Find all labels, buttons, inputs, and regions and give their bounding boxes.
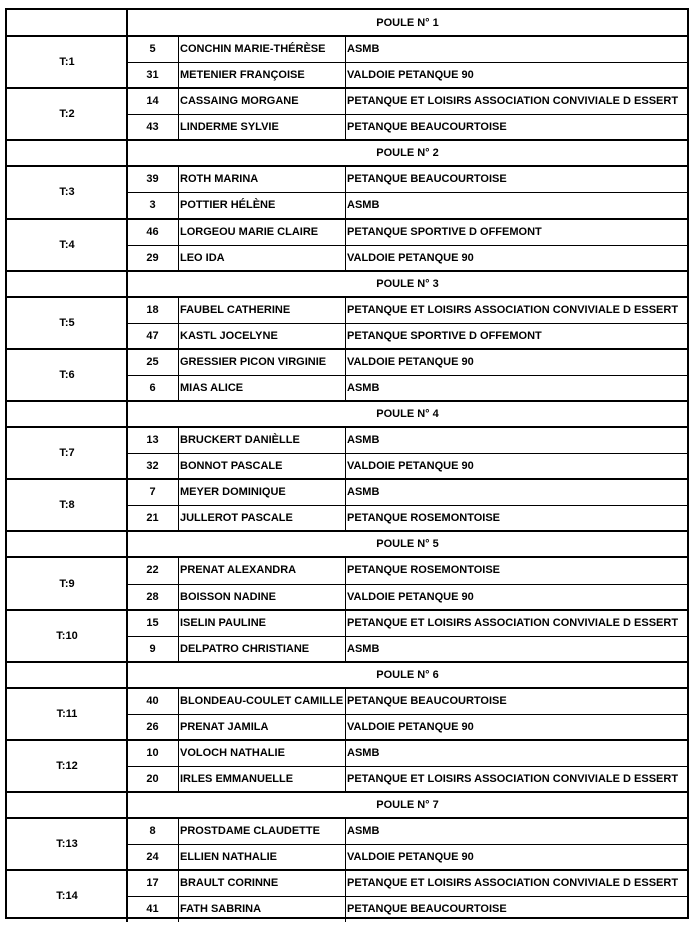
player-name: GRESSIER PICON VIRGINIE [180, 355, 327, 368]
poule-divider [7, 400, 687, 402]
player-club: ASMB [347, 43, 380, 56]
player-name: PRENAT JAMILA [180, 720, 269, 733]
player-number: 39 [146, 173, 159, 186]
player-number: 7 [149, 486, 156, 499]
player-number: 22 [146, 564, 159, 577]
player-club: VALDOIE PETANQUE 90 [347, 720, 474, 733]
player-divider [127, 844, 687, 845]
player-name: FATH SABRINA [180, 903, 262, 916]
player-club: ASMB [347, 746, 380, 759]
team-label: T:10 [56, 629, 78, 642]
player-club: PETANQUE ET LOISIRS ASSOCIATION CONVIVIALE D ESSERT [347, 95, 679, 108]
poule-divider [7, 270, 687, 272]
player-name: CASSAING MORGANE [180, 95, 299, 108]
player-name: LINDERME SYLVIE [180, 121, 279, 134]
player-number: 21 [146, 512, 159, 525]
player-divider [127, 505, 687, 506]
player-number: 46 [146, 225, 159, 238]
poule-divider [7, 530, 687, 532]
team-divider [7, 218, 687, 220]
team-divider [7, 296, 687, 298]
poule-divider [7, 791, 687, 793]
player-club: PETANQUE SPORTIVE D OFFEMONT [347, 329, 542, 342]
team-label: T:2 [59, 108, 75, 121]
player-club: PETANQUE ET LOISIRS ASSOCIATION CONVIVIALE D ESSERT [347, 616, 679, 629]
player-club: ASMB [347, 434, 380, 447]
player-divider [127, 62, 687, 63]
player-name: MEYER DOMINIQUE [180, 486, 286, 499]
team-label: T:5 [59, 316, 75, 329]
player-name: ROTH MARINA [180, 173, 259, 186]
player-divider [127, 114, 687, 115]
team-divider [7, 87, 687, 89]
poule-title: POULE N° 3 [376, 277, 439, 290]
player-club: PETANQUE ROSEMONTOISE [347, 564, 501, 577]
player-name: BONNOT PASCALE [180, 460, 283, 473]
player-number: 29 [146, 251, 159, 264]
team-label: T:7 [59, 447, 75, 460]
player-number: 10 [146, 746, 159, 759]
team-divider [7, 478, 687, 480]
player-club: ASMB [347, 381, 380, 394]
player-number: 15 [146, 616, 159, 629]
team-divider [7, 426, 687, 428]
player-number: 20 [146, 773, 159, 786]
player-name: LORGEOU MARIE CLAIRE [180, 225, 319, 238]
player-divider [127, 714, 687, 715]
player-club: PETANQUE ROSEMONTOISE [347, 512, 501, 525]
team-divider [7, 348, 687, 350]
player-number: 24 [146, 851, 159, 864]
player-name: ISELIN PAULINE [180, 616, 266, 629]
player-divider [127, 453, 687, 454]
poule-title: POULE N° 4 [376, 408, 439, 421]
player-club: ASMB [347, 825, 380, 838]
team-divider [7, 35, 687, 37]
player-club: PETANQUE BEAUCOURTOISE [347, 173, 507, 186]
player-name: DELPATRO CHRISTIANE [180, 642, 310, 655]
player-divider [127, 766, 687, 767]
player-number: 40 [146, 694, 159, 707]
player-name: POTTIER HÉLÈNE [180, 199, 276, 212]
player-number: 47 [146, 329, 159, 342]
player-number: 28 [146, 590, 159, 603]
player-divider [127, 245, 687, 246]
player-name: KASTL JOCELYNE [180, 329, 278, 342]
player-name: BRAULT CORINNE [180, 877, 279, 890]
player-number: 26 [146, 720, 159, 733]
team-label: T:14 [56, 890, 78, 903]
player-number: 41 [146, 903, 159, 916]
player-name: MIAS ALICE [180, 381, 244, 394]
poules-table [5, 8, 689, 919]
player-number: 6 [149, 381, 156, 394]
player-club: PETANQUE ET LOISIRS ASSOCIATION CONVIVIALE D ESSERT [347, 773, 679, 786]
team-label: T:9 [59, 577, 75, 590]
player-club: ASMB [347, 199, 380, 212]
player-club: VALDOIE PETANQUE 90 [347, 851, 474, 864]
poule-divider [7, 139, 687, 141]
player-club: PETANQUE ET LOISIRS ASSOCIATION CONVIVIALE D ESSERT [347, 303, 679, 316]
player-name: BOISSON NADINE [180, 590, 276, 603]
team-divider [7, 165, 687, 167]
team-label: T:6 [59, 368, 75, 381]
team-label: T:8 [59, 499, 75, 512]
player-number: 32 [146, 460, 159, 473]
player-club: VALDOIE PETANQUE 90 [347, 251, 474, 264]
team-divider [7, 817, 687, 819]
player-divider [127, 323, 687, 324]
player-name: CONCHIN MARIE-THÉRÈSE [180, 43, 326, 56]
poule-title: POULE N° 6 [376, 668, 439, 681]
player-club: PETANQUE BEAUCOURTOISE [347, 121, 507, 134]
player-club: PETANQUE SPORTIVE D OFFEMONT [347, 225, 542, 238]
team-divider [7, 687, 687, 689]
player-club: PETANQUE BEAUCOURTOISE [347, 694, 507, 707]
player-name: JULLEROT PASCALE [180, 512, 293, 525]
player-name: LEO IDA [180, 251, 225, 264]
player-club: PETANQUE ET LOISIRS ASSOCIATION CONVIVIALE D ESSERT [347, 877, 679, 890]
player-name: PRENAT ALEXANDRA [180, 564, 297, 577]
player-name: METENIER FRANÇOISE [180, 69, 305, 82]
poule-title: POULE N° 7 [376, 799, 439, 812]
player-number: 25 [146, 355, 159, 368]
team-label: T:4 [59, 238, 75, 251]
player-club: VALDOIE PETANQUE 90 [347, 590, 474, 603]
poule-title: POULE N° 5 [376, 538, 439, 551]
player-divider [127, 584, 687, 585]
team-divider [7, 609, 687, 611]
player-number: 9 [149, 642, 156, 655]
player-number: 18 [146, 303, 159, 316]
team-label: T:1 [59, 56, 75, 69]
player-name: VOLOCH NATHALIE [180, 746, 285, 759]
team-label: T:12 [56, 760, 78, 773]
player-divider [127, 192, 687, 193]
player-name: BRUCKERT DANIÈLLE [180, 434, 300, 447]
player-club: VALDOIE PETANQUE 90 [347, 355, 474, 368]
player-club: VALDOIE PETANQUE 90 [347, 460, 474, 473]
player-divider [127, 896, 687, 897]
team-divider [7, 739, 687, 741]
poule-divider [7, 661, 687, 663]
player-number: 17 [146, 877, 159, 890]
player-divider [127, 375, 687, 376]
player-club: PETANQUE BEAUCOURTOISE [347, 903, 507, 916]
team-divider [7, 556, 687, 558]
team-label: T:13 [56, 838, 78, 851]
player-name: ELLIEN NATHALIE [180, 851, 277, 864]
player-number: 43 [146, 121, 159, 134]
player-divider [127, 636, 687, 637]
poule-title: POULE N° 2 [376, 147, 439, 160]
player-number: 13 [146, 434, 159, 447]
player-club: ASMB [347, 642, 380, 655]
player-number: 14 [146, 95, 159, 108]
player-number: 31 [146, 69, 159, 82]
player-number: 5 [149, 43, 156, 56]
player-name: PROSTDAME CLAUDETTE [180, 825, 320, 838]
player-number: 8 [149, 825, 156, 838]
team-label: T:11 [56, 707, 78, 720]
player-club: ASMB [347, 486, 380, 499]
player-club: VALDOIE PETANQUE 90 [347, 69, 474, 82]
player-name: IRLES EMMANUELLE [180, 773, 294, 786]
team-divider [7, 869, 687, 871]
player-number: 3 [149, 199, 156, 212]
player-name: BLONDEAU-COULET CAMILLE [180, 694, 344, 707]
player-name: FAUBEL CATHERINE [180, 303, 291, 316]
team-label: T:3 [59, 186, 75, 199]
poule-title: POULE N° 1 [376, 17, 439, 29]
